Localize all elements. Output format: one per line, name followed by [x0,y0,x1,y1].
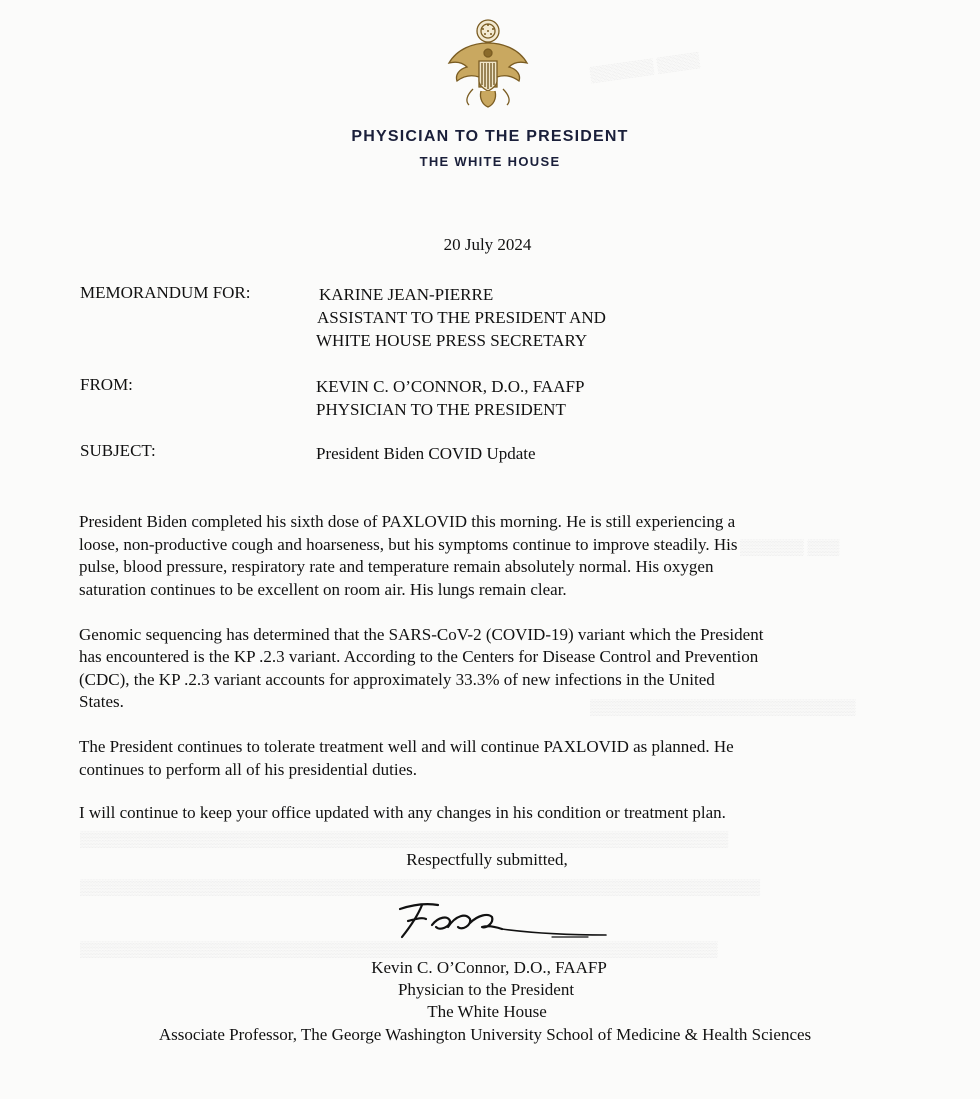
paragraph-line: (CDC), the KP .2.3 variant accounts for approximately 33.3% of new infections in the United [79,670,715,689]
memo-from-label: FROM: [80,375,133,394]
paragraph-line: The President continues to tolerate treatment well and will continue PAXLOVID as planned. He [79,737,734,756]
paragraph-line: has encountered is the KP .2.3 variant. According to the Centers for Disease Control and Prevention [79,647,759,666]
memo-from-line: PHYSICIAN TO THE PRESIDENT [316,400,566,419]
memo-date: 20 July 2024 [443,235,532,254]
handwritten-signature-icon [392,897,614,947]
letterhead-house: THE WHITE HOUSE [419,154,561,169]
letterhead-office: PHYSICIAN TO THE PRESIDENT [351,128,629,145]
memo-subject-label: SUBJECT: [80,441,156,460]
memo-page: ▒▒▒▒▒▒ ▒▒▒▒ ▒▒▒▒▒▒ ▒▒▒ ▒▒▒▒▒▒▒▒▒▒▒▒▒▒▒▒▒▒▒▒▒▒▒▒▒ ▒▒▒▒▒▒▒▒▒▒▒▒▒▒▒▒▒▒▒▒▒▒▒▒▒▒▒▒▒▒▒▒▒▒▒▒▒▒▒▒▒▒▒▒▒▒▒▒▒▒▒▒▒▒▒▒▒▒▒▒▒ ▒▒▒▒▒▒▒▒▒▒▒▒▒▒▒▒▒▒▒▒▒▒▒▒▒▒▒▒▒▒▒▒▒▒▒▒▒▒▒▒▒▒▒▒▒▒▒▒▒▒▒▒▒▒▒▒▒▒▒▒▒▒▒▒ ▒▒▒▒▒▒▒▒▒▒▒▒▒▒▒▒▒▒▒▒▒▒▒▒▒▒▒▒▒▒▒▒▒▒▒▒▒▒▒▒▒▒▒▒▒▒▒▒▒▒▒▒▒▒▒▒▒▒▒▒ PHYSICIAN TO THE PRESIDENT THE WHITE HOUSE 20 July 2024 MEMORANDUM FOR: KARINE JEAN-PIERRE ASSISTANT TO THE PRESIDENT AND WHITE HOUSE PRESS SECRETARY FROM: KEVIN C. O’CONNOR, D.O., FAAFP PHYSICIAN TO THE PRESIDENT SUBJECT: President Biden COVID Update President Biden completed his sixth dose of PAXLOVID this morning. He is still experiencing a loose, non-productive cough and hoarseness, but his symptoms continue to improve steadily. His pulse, blood pressure, respiratory rate and temperature remain absolutely normal. His oxygen saturation continues to be excellent on room air. His lungs remain clear. Genomic sequencing has determined that the SARS-CoV-2 (COVID-19) variant which the President has encountered is the KP .2.3 variant. According to the Centers for Disease Control and Prevention (CDC), the KP .2.3 variant accounts for approximately 33.3% of new infections in the United States. The President continues to tolerate treatment well and will continue PAXLOVID as planned. He continues to perform all of his presidential duties. I will continue to keep your office updated with any changes in his condition or treatment plan. Respectfully submitted, Kevin C. O’Connor, D.O., FAAFP Physician to the President The White House Associate Professor, The George Washington University School of Medicine & Health Sciences [0,0,980,1099]
closing-salutation: Respectfully submitted, [406,850,568,869]
memo-from-line: KEVIN C. O’CONNOR, D.O., FAAFP [316,377,585,396]
paragraph-line: saturation continues to be excellent on room air. His lungs remain clear. [79,580,567,599]
paragraph-line: I will continue to keep your office updated with any changes in his condition or treatment plan. [79,803,726,822]
signatory-title: Physician to the President [397,980,575,999]
memo-for-line: KARINE JEAN-PIERRE [319,285,494,304]
paragraph-line: loose, non-productive cough and hoarseness, but his symptoms continue to improve steadily. His [79,535,738,554]
presidential-eagle-seal-icon [443,15,533,110]
paragraph-line: continues to perform all of his presidential duties. [79,760,418,779]
signatory-org: The White House [427,1002,547,1021]
paragraph-line: pulse, blood pressure, respiratory rate and temperature remain absolutely normal. His oxygen [79,557,714,576]
memo-for-label: MEMORANDUM FOR: [80,283,251,302]
paragraph-line: President Biden completed his sixth dose of PAXLOVID this morning. He is still experiencing a [79,512,736,531]
memo-subject: President Biden COVID Update [316,444,536,463]
signatory-name: Kevin C. O’Connor, D.O., FAAFP [371,958,607,977]
memo-for-line: ASSISTANT TO THE PRESIDENT AND [317,308,606,327]
memo-for-line: WHITE HOUSE PRESS SECRETARY [316,331,588,350]
paragraph-line: States. [79,692,124,711]
signatory-affiliation: Associate Professor, The George Washington University School of Medicine & Health Sciences [158,1025,812,1044]
paragraph-line: Genomic sequencing has determined that the SARS-CoV-2 (COVID-19) variant which the President [79,625,764,644]
